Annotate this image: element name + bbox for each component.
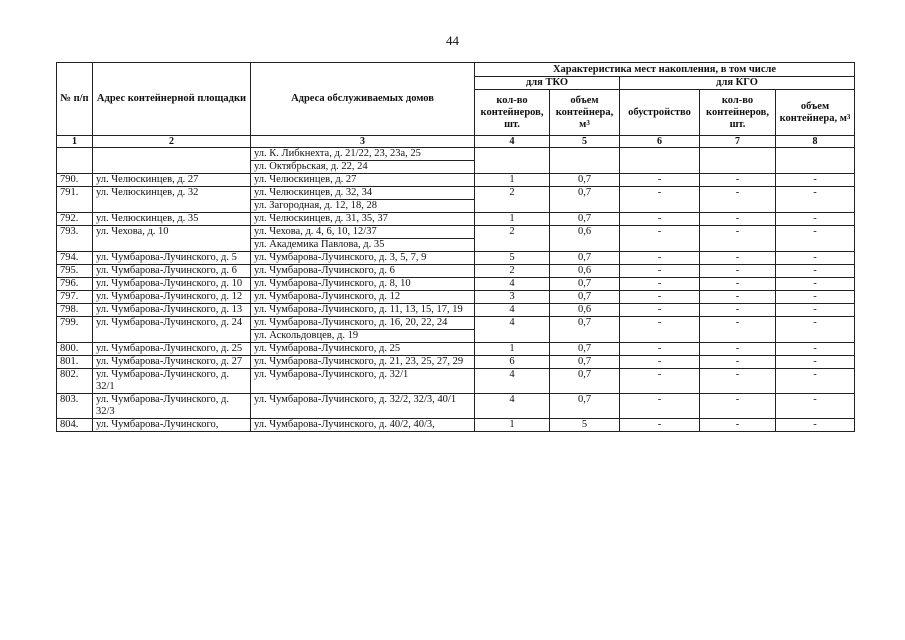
kgo-count: -: [700, 213, 776, 226]
kgo-volume: -: [776, 317, 855, 343]
table-row: [57, 369, 855, 394]
tko-volume: 0,7: [550, 291, 620, 304]
row-number: 804.: [57, 419, 93, 432]
column-number: 5: [550, 136, 620, 148]
kgo-count: -: [700, 304, 776, 317]
served-addresses: [251, 174, 475, 187]
tko-volume: 0,7: [550, 369, 620, 394]
served-address-line: ул. Октябрьская, д. 22, 24: [251, 160, 474, 173]
served-address-line: ул. Чумбарова-Лучинского, д. 40/2, 40/3,: [254, 419, 435, 430]
column-number: 8: [776, 136, 855, 148]
row-number: 791.: [57, 187, 93, 213]
tko-volume: 0,7: [550, 394, 620, 419]
kgo-volume: -: [776, 419, 855, 432]
tko-count: 5: [475, 252, 550, 265]
served-addresses: [251, 343, 475, 356]
served-address-line: ул. Чумбарова-Лучинского, д. 11, 13, 15, 17, 19: [254, 304, 463, 315]
served-addresses: [251, 213, 475, 226]
row-number: 790.: [57, 174, 93, 187]
tko-volume: 0,6: [550, 265, 620, 278]
kgo-count: -: [700, 187, 776, 213]
header-tko-count: кол-во контейнеров, шт.: [475, 90, 550, 136]
kgo-count: [700, 148, 776, 174]
table-row: [57, 291, 855, 304]
tko-volume: 0,7: [550, 278, 620, 291]
site-address: ул. Чумбарова-Лучинского, д. 32/3: [93, 394, 251, 419]
table-body: [57, 148, 855, 432]
served-addresses: [251, 187, 475, 213]
kgo-count: -: [700, 419, 776, 432]
row-number: 797.: [57, 291, 93, 304]
tko-volume: 0,7: [550, 317, 620, 343]
header-tko-volume-sup: 3: [586, 118, 590, 127]
header-equipment: обустройство: [620, 90, 700, 136]
served-address-line: ул. Чумбарова-Лучинского, д. 3, 5, 7, 9: [254, 252, 427, 263]
table-row: [57, 317, 855, 343]
tko-count: 1: [475, 213, 550, 226]
served-addresses: [251, 356, 475, 369]
site-address: ул. Челюскинцев, д. 35: [93, 213, 251, 226]
kgo-volume: -: [776, 213, 855, 226]
kgo-volume: -: [776, 369, 855, 394]
table-row: [57, 356, 855, 369]
tko-count: 1: [475, 419, 550, 432]
equipment: -: [620, 265, 700, 278]
site-address: ул. Чумбарова-Лучинского, д. 13: [93, 304, 251, 317]
tko-count: 1: [475, 343, 550, 356]
row-number: 796.: [57, 278, 93, 291]
table-row: [57, 226, 855, 252]
kgo-count: -: [700, 174, 776, 187]
header-site-address: Адрес контейнерной площадки: [93, 63, 251, 136]
table-row: [57, 343, 855, 356]
header-tko-volume: [550, 90, 620, 136]
equipment: -: [620, 226, 700, 252]
tko-count: 1: [475, 174, 550, 187]
column-number: 2: [93, 136, 251, 148]
kgo-volume: -: [776, 187, 855, 213]
served-address-line: ул. К. Либкнехта, д. 21/22, 23, 23а, 25: [254, 148, 421, 159]
served-address-line: ул. Чумбарова-Лучинского, д. 16, 20, 22, 24: [254, 317, 448, 328]
equipment: -: [620, 419, 700, 432]
container-sites-table: [56, 62, 855, 432]
row-number: 795.: [57, 265, 93, 278]
kgo-volume: -: [776, 356, 855, 369]
kgo-count: -: [700, 394, 776, 419]
served-address-line: ул. Чумбарова-Лучинского, д. 25: [254, 343, 401, 354]
tko-count: 2: [475, 187, 550, 213]
tko-count: 2: [475, 265, 550, 278]
served-addresses: [251, 317, 475, 343]
header-served-addresses: Адреса обслуживаемых домов: [251, 63, 475, 136]
column-number: 4: [475, 136, 550, 148]
kgo-count: -: [700, 356, 776, 369]
header-kgo-volume-text: объем контейнера, м: [779, 100, 847, 124]
equipment: -: [620, 278, 700, 291]
column-number: 3: [251, 136, 475, 148]
header-kgo: для КГО: [620, 77, 855, 90]
site-address: ул. Челюскинцев, д. 32: [93, 187, 251, 213]
equipment: -: [620, 343, 700, 356]
row-number: 798.: [57, 304, 93, 317]
equipment: -: [620, 174, 700, 187]
site-address: ул. Чумбарова-Лучинского, д. 12: [93, 291, 251, 304]
equipment: -: [620, 394, 700, 419]
row-number: [57, 148, 93, 174]
tko-volume: 0,6: [550, 304, 620, 317]
tko-count: 4: [475, 317, 550, 343]
kgo-count: -: [700, 317, 776, 343]
served-addresses: [251, 278, 475, 291]
table-row: [57, 174, 855, 187]
served-address-line: ул. Челюскинцев, д. 27: [254, 174, 357, 185]
header-kgo-volume: [776, 90, 855, 136]
site-address: ул. Чехова, д. 10: [93, 226, 251, 252]
column-number: 6: [620, 136, 700, 148]
row-number: 801.: [57, 356, 93, 369]
site-address: [93, 148, 251, 174]
table-row: [57, 278, 855, 291]
site-address: ул. Чумбарова-Лучинского,: [93, 419, 251, 432]
tko-count: [475, 148, 550, 174]
table-row: [57, 265, 855, 278]
table-row: [57, 394, 855, 419]
equipment: -: [620, 304, 700, 317]
kgo-count: -: [700, 291, 776, 304]
header-tko-volume-text: объем контейнера, м: [555, 94, 614, 130]
served-address-line: ул. Академика Павлова, д. 35: [251, 238, 474, 251]
served-address-line: ул. Аскольдовцев, д. 19: [251, 329, 474, 342]
header-kgo-count: кол-во контейнеров, шт.: [700, 90, 776, 136]
kgo-volume: -: [776, 252, 855, 265]
kgo-volume: -: [776, 265, 855, 278]
table-row: [57, 213, 855, 226]
tko-count: 4: [475, 278, 550, 291]
served-address-line: ул. Загородная, д. 12, 18, 28: [251, 199, 474, 212]
row-number: 802.: [57, 369, 93, 394]
row-number: 803.: [57, 394, 93, 419]
header-num: № п/п: [57, 63, 93, 136]
tko-count: 2: [475, 226, 550, 252]
tko-volume: 0,7: [550, 252, 620, 265]
served-addresses: [251, 304, 475, 317]
equipment: -: [620, 213, 700, 226]
site-address: ул. Чумбарова-Лучинского, д. 6: [93, 265, 251, 278]
served-address-line: ул. Чехова, д. 4, 6, 10, 12/37: [254, 226, 377, 237]
column-number: 1: [57, 136, 93, 148]
tko-volume: 0,7: [550, 356, 620, 369]
tko-count: 6: [475, 356, 550, 369]
equipment: -: [620, 369, 700, 394]
served-address-line: ул. Челюскинцев, д. 31, 35, 37: [254, 213, 388, 224]
served-addresses: [251, 394, 475, 419]
tko-volume: 0,6: [550, 226, 620, 252]
served-addresses: [251, 226, 475, 252]
kgo-volume: -: [776, 343, 855, 356]
kgo-volume: [776, 148, 855, 174]
equipment: -: [620, 317, 700, 343]
kgo-volume: -: [776, 278, 855, 291]
column-number-row: [57, 136, 855, 148]
row-number: 793.: [57, 226, 93, 252]
site-address: ул. Чумбарова-Лучинского, д. 10: [93, 278, 251, 291]
table-row: [57, 148, 855, 174]
kgo-count: -: [700, 265, 776, 278]
table-row: [57, 252, 855, 265]
tko-volume: 0,7: [550, 187, 620, 213]
site-address: ул. Челюскинцев, д. 27: [93, 174, 251, 187]
served-address-line: ул. Чумбарова-Лучинского, д. 12: [254, 291, 401, 302]
tko-count: 4: [475, 304, 550, 317]
served-address-line: ул. Чумбарова-Лучинского, д. 32/2, 32/3, 40/1: [254, 394, 457, 405]
kgo-volume: -: [776, 394, 855, 419]
tko-volume: [550, 148, 620, 174]
table-row: [57, 304, 855, 317]
site-address: ул. Чумбарова-Лучинского, д. 27: [93, 356, 251, 369]
equipment: [620, 148, 700, 174]
kgo-count: -: [700, 226, 776, 252]
equipment: -: [620, 356, 700, 369]
tko-count: 4: [475, 369, 550, 394]
served-addresses: [251, 148, 475, 174]
served-address-line: ул. Чумбарова-Лучинского, д. 32/1: [254, 369, 409, 380]
row-number: 799.: [57, 317, 93, 343]
column-number: 7: [700, 136, 776, 148]
header-kgo-volume-sup: 3: [846, 112, 851, 121]
table-row: [57, 419, 855, 432]
kgo-volume: -: [776, 291, 855, 304]
served-addresses: [251, 252, 475, 265]
site-address: ул. Чумбарова-Лучинского, д. 32/1: [93, 369, 251, 394]
header-tko: для ТКО: [475, 77, 620, 90]
tko-count: 4: [475, 394, 550, 419]
equipment: -: [620, 187, 700, 213]
header-characteristics: Характеристика мест накопления, в том числе: [475, 63, 855, 77]
site-address: ул. Чумбарова-Лучинского, д. 5: [93, 252, 251, 265]
tko-count: 3: [475, 291, 550, 304]
tko-volume: 5: [550, 419, 620, 432]
kgo-count: -: [700, 343, 776, 356]
kgo-count: -: [700, 278, 776, 291]
kgo-volume: -: [776, 174, 855, 187]
served-addresses: [251, 291, 475, 304]
row-number: 792.: [57, 213, 93, 226]
served-address-line: ул. Челюскинцев, д. 32, 34: [254, 187, 373, 198]
table-row: [57, 187, 855, 213]
served-addresses: [251, 419, 475, 432]
tko-volume: 0,7: [550, 174, 620, 187]
served-address-line: ул. Чумбарова-Лучинского, д. 21, 23, 25, 27, 29: [254, 356, 464, 367]
site-address: ул. Чумбарова-Лучинского, д. 25: [93, 343, 251, 356]
kgo-count: -: [700, 369, 776, 394]
row-number: 794.: [57, 252, 93, 265]
served-address-line: ул. Чумбарова-Лучинского, д. 8, 10: [254, 278, 411, 289]
equipment: -: [620, 291, 700, 304]
row-number: 800.: [57, 343, 93, 356]
tko-volume: 0,7: [550, 213, 620, 226]
kgo-volume: -: [776, 226, 855, 252]
served-address-line: ул. Чумбарова-Лучинского, д. 6: [254, 265, 395, 276]
served-addresses: [251, 265, 475, 278]
kgo-volume: -: [776, 304, 855, 317]
site-address: ул. Чумбарова-Лучинского, д. 24: [93, 317, 251, 343]
page-number: 44: [446, 33, 459, 48]
tko-volume: 0,7: [550, 343, 620, 356]
equipment: -: [620, 252, 700, 265]
kgo-count: -: [700, 252, 776, 265]
served-addresses: [251, 369, 475, 394]
